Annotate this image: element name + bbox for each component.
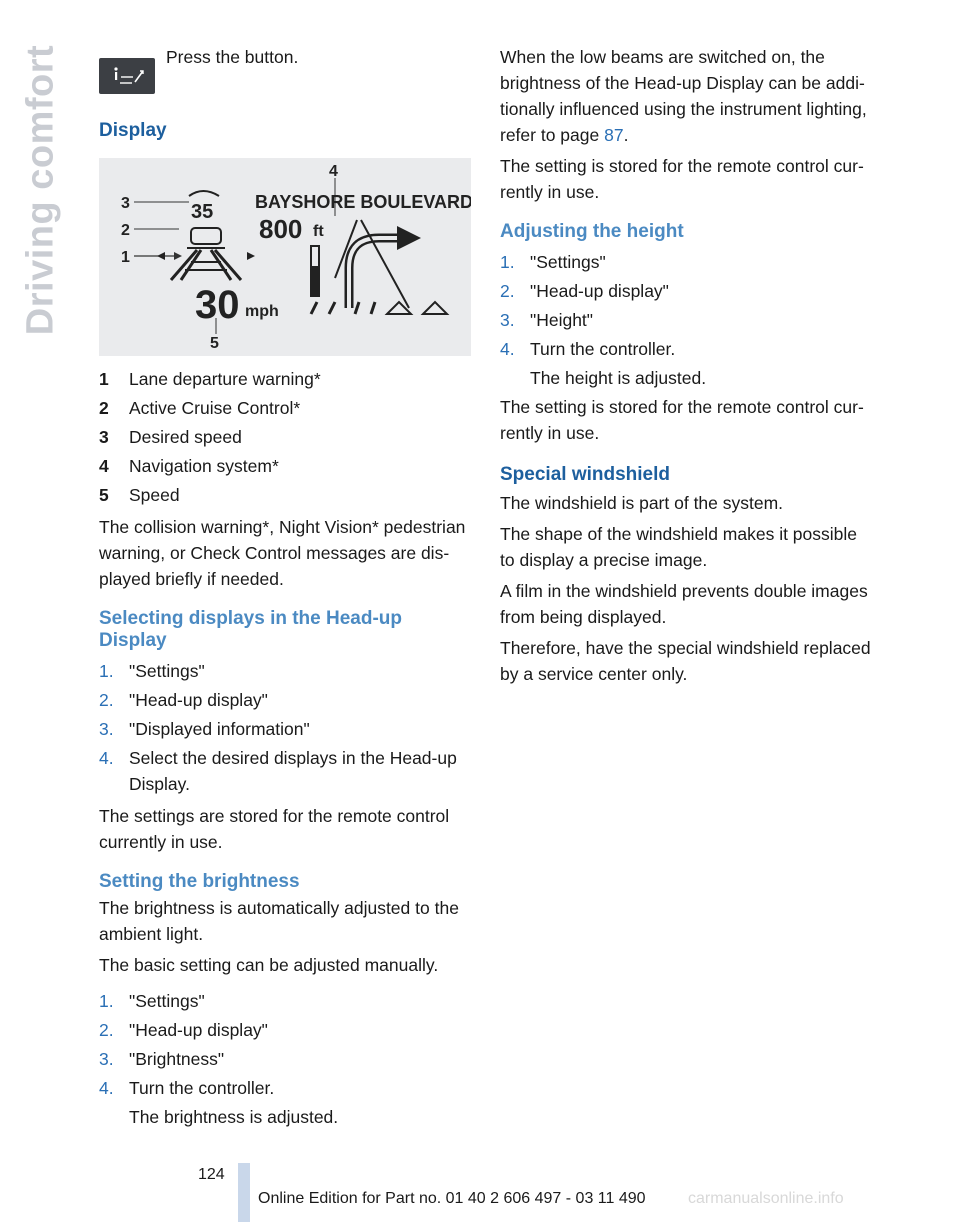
legend-item: 5 Speed: [99, 485, 180, 505]
chapter-title-text: Driving comfort: [19, 44, 62, 336]
step-item: 4. Turn the controller.: [500, 339, 676, 359]
height-result: The height is adjusted.: [530, 368, 707, 388]
chapter-side-title: [19, 40, 62, 340]
windshield-p3: A film in the windshield prevents double images from being displayed.: [500, 581, 868, 627]
brightness-intro-2: The basic setting can be adjusted manually.: [99, 955, 439, 975]
step-item: 4. Select the desired displays in the Head-up Display.: [99, 748, 457, 794]
step-item: 3. "Height": [500, 310, 594, 330]
distance-value: 800: [259, 214, 303, 244]
height-heading: Adjusting the height: [500, 221, 684, 242]
windshield-p1: The windshield is part of the system.: [500, 493, 784, 513]
step-item: 1. "Settings": [99, 661, 205, 681]
brightness-heading: Setting the brightness: [99, 871, 300, 892]
display-heading: Display: [99, 120, 167, 141]
hud-figure: [99, 158, 471, 356]
windshield-heading: Special windshield: [500, 464, 670, 485]
right-column: [500, 44, 875, 692]
desired-speed-value: 35: [191, 201, 214, 223]
watermark: carmanualsonline.info: [688, 1190, 844, 1207]
step-item: 3. "Brightness": [99, 1049, 225, 1069]
callout-3: 3: [121, 195, 130, 212]
page-number: 124: [198, 1166, 225, 1183]
height-stored: The setting is stored for the remote control cur‐rently in use.: [500, 397, 864, 443]
step-item: 2. "Head-up display": [99, 690, 268, 710]
stored-paragraph: The setting is stored for the remote control cur‐rently in use.: [500, 156, 864, 202]
step-item: 1. "Settings": [500, 252, 606, 272]
step-item: 4. Turn the controller.: [99, 1078, 275, 1098]
selecting-steps: [99, 658, 474, 797]
brightness-steps: [99, 988, 474, 1101]
edition-text: Online Edition for Part no. 01 40 2 606 497 - 03 11 490: [258, 1190, 646, 1207]
legend-item: 2 Active Cruise Control*: [99, 398, 301, 418]
left-column: [99, 44, 474, 1133]
selecting-note: The settings are stored for the remote control currently in use.: [99, 806, 450, 852]
step-item: 2. "Head-up display": [99, 1020, 268, 1040]
selecting-displays-heading: Selecting displays in the Head-up Display: [99, 608, 403, 651]
callout-4: 4: [329, 163, 338, 180]
press-button-text: Press the button.: [166, 47, 299, 67]
step-item: 2. "Head-up display": [500, 281, 669, 301]
height-steps: [500, 249, 875, 362]
lowbeam-paragraph: When the low beams are switched on, the brightness of the Head-up Display can be addi‐tionally influenced using the instrument lighting, refer to page 87.: [500, 47, 867, 145]
step-item: 1. "Settings": [99, 991, 205, 1011]
speed-unit: mph: [245, 303, 279, 320]
legend-item: 4 Navigation system*: [99, 456, 279, 476]
legend-item: 3 Desired speed: [99, 427, 242, 447]
street-name: BAYSHORE BOULEVARD: [255, 192, 471, 212]
figure-legend: [99, 366, 474, 508]
collision-paragraph: The collision warning*, Night Vision* pedestrian warning, or Check Control messages are dis‐played briefly if needed.: [99, 517, 466, 589]
callout-5: 5: [210, 335, 219, 352]
windshield-p2: The shape of the windshield makes it possible to display a precise image.: [500, 524, 858, 570]
callout-2: 2: [121, 222, 130, 239]
distance-unit: ft: [313, 223, 324, 240]
step-item: 3. "Displayed information": [99, 719, 310, 739]
brightness-result: The brightness is adjusted.: [129, 1107, 339, 1127]
windshield-p4: Therefore, have the special windshield replaced by a service center only.: [500, 638, 871, 684]
hud-button-icon: [99, 58, 155, 94]
page-87-link[interactable]: 87: [604, 125, 624, 145]
legend-item: 1 Lane departure warning*: [99, 369, 321, 389]
brightness-intro-1: The brightness is automatically adjusted to the ambient light.: [99, 898, 459, 944]
callout-1: 1: [121, 249, 130, 266]
press-button-row: [99, 44, 474, 96]
speed-value: 30: [195, 283, 240, 327]
footer-bar: [238, 1163, 250, 1222]
